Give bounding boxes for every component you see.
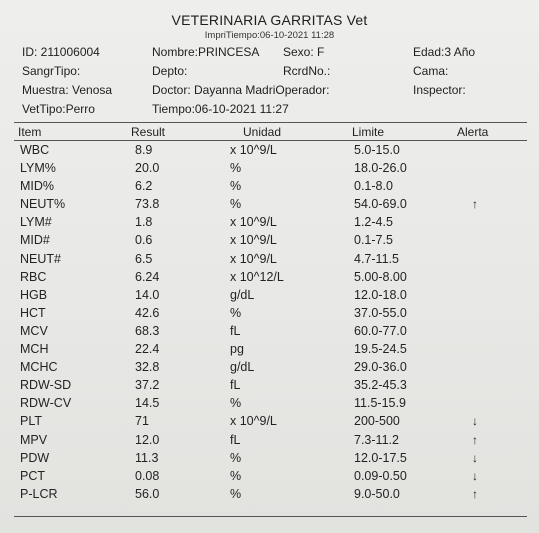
item-alert: ↑ — [472, 432, 478, 447]
table-row — [0, 323, 539, 341]
table-divider-bottom — [14, 516, 527, 517]
item-limit: 12.0-17.5 — [354, 450, 407, 465]
table-row — [0, 359, 539, 377]
item-unit: x 10^9/L — [230, 233, 277, 248]
table-row — [0, 432, 539, 450]
item-unit: % — [230, 450, 242, 465]
item-result: 6.2 — [135, 179, 153, 194]
table-row — [0, 413, 539, 431]
item-result: 14.5 — [135, 396, 160, 411]
bed: Cama: — [413, 64, 449, 78]
item-result: 68.3 — [135, 323, 160, 338]
item-limit: 7.3-11.2 — [354, 432, 399, 447]
item-limit: 12.0-18.0 — [354, 287, 407, 302]
item-alert: ↓ — [472, 468, 478, 483]
item-name: LYM% — [20, 161, 56, 176]
item-name: RDW-CV — [20, 396, 72, 411]
item-unit: % — [230, 179, 242, 194]
item-unit: x 10^12/L — [230, 269, 284, 284]
item-limit: 9.0-50.0 — [354, 486, 400, 501]
item-result: 73.8 — [135, 197, 160, 212]
patient-age: Edad:3 Año — [413, 45, 476, 59]
item-result: 8.9 — [135, 143, 153, 157]
item-limit: 29.0-36.0 — [354, 360, 407, 375]
item-name: PLT — [20, 414, 42, 429]
item-limit: 1.2-4.5 — [354, 215, 393, 230]
item-unit: g/dL — [230, 287, 255, 302]
item-result: 11.3 — [135, 450, 159, 465]
item-name: WBC — [20, 143, 50, 157]
item-result: 22.4 — [135, 342, 160, 357]
record-number: RcrdNo.: — [283, 64, 331, 78]
blood-type: SangrTipo: — [22, 64, 81, 78]
item-limit: 11.5-15.9 — [354, 396, 406, 411]
column-header-unit: Unidad — [243, 125, 282, 139]
item-limit: 37.0-55.0 — [354, 305, 407, 320]
item-name: HCT — [20, 305, 46, 320]
patient-name: Nombre:PRINCESA — [152, 45, 260, 59]
header-divider-bottom — [14, 140, 527, 141]
item-limit: 60.0-77.0 — [354, 323, 407, 338]
column-header-limit: Limite — [352, 125, 385, 139]
item-limit: 4.7-11.5 — [354, 251, 399, 266]
item-limit: 0.09-0.50 — [354, 468, 407, 483]
table-row — [0, 486, 539, 504]
table-row — [0, 196, 539, 214]
table-row — [0, 450, 539, 468]
table-row — [0, 269, 539, 287]
item-name: HGB — [20, 287, 48, 302]
print-time: ImpriTiempo:06-10-2021 11:28 — [204, 30, 335, 41]
vet-type: VetTipo:Perro — [22, 102, 95, 116]
item-name: RDW-SD — [20, 378, 72, 393]
item-unit: % — [230, 161, 242, 176]
patient-sex: Sexo: F — [283, 45, 325, 59]
item-name: MCV — [20, 323, 48, 338]
patient-id: ID: 211006004 — [22, 45, 100, 59]
item-name: MPV — [20, 432, 48, 447]
results-table — [0, 142, 539, 504]
sample-type: Muestra: Venosa — [22, 83, 113, 97]
item-result: 71 — [135, 414, 149, 429]
item-limit: 200-500 — [354, 414, 400, 429]
item-name: RBC — [20, 269, 47, 284]
item-limit: 54.0-69.0 — [354, 197, 407, 212]
item-limit: 0.1-8.0 — [354, 179, 393, 194]
table-row — [0, 232, 539, 250]
item-limit: 5.0-15.0 — [354, 143, 400, 157]
item-result: 14.0 — [135, 287, 160, 302]
item-unit: g/dL — [230, 360, 255, 375]
item-result: 0.6 — [135, 233, 153, 248]
doctor-operator: Doctor: Dayanna MadriOperador: — [152, 83, 330, 97]
item-alert: ↑ — [472, 486, 478, 501]
item-result: 56.0 — [135, 486, 160, 501]
item-name: PDW — [20, 450, 50, 465]
item-name: NEUT# — [20, 251, 61, 266]
table-row — [0, 142, 539, 160]
item-result: 1.8 — [135, 215, 153, 230]
table-row — [0, 341, 539, 359]
item-result: 0.08 — [135, 468, 160, 483]
column-header-item: Item — [18, 125, 42, 139]
header-divider-top — [14, 122, 527, 123]
table-row — [0, 214, 539, 232]
item-name: LYM# — [20, 215, 52, 230]
item-result: 6.5 — [135, 251, 153, 266]
table-row — [0, 395, 539, 413]
item-result: 12.0 — [135, 432, 160, 447]
report-title: VETERINARIA GARRITAS Vet — [171, 12, 368, 28]
item-alert: ↑ — [472, 197, 478, 212]
item-unit: fL — [230, 432, 241, 447]
sample-time: Tiempo:06-10-2021 11:27 — [152, 102, 289, 116]
item-unit: % — [230, 468, 242, 483]
table-row — [0, 287, 539, 305]
item-name: MID# — [20, 233, 50, 248]
item-result: 37.2 — [135, 378, 160, 393]
table-row — [0, 251, 539, 269]
table-row — [0, 305, 539, 323]
item-alert: ↓ — [472, 414, 478, 429]
item-name: MCHC — [20, 360, 58, 375]
column-header-alert: Alerta — [457, 125, 489, 139]
item-limit: 0.1-7.5 — [354, 233, 393, 248]
item-limit: 5.00-8.00 — [354, 269, 407, 284]
item-unit: x 10^9/L — [230, 215, 277, 230]
item-name: NEUT% — [20, 197, 66, 212]
item-unit: pg — [230, 342, 244, 357]
item-unit: x 10^9/L — [230, 414, 277, 429]
item-unit: x 10^9/L — [230, 143, 277, 157]
item-unit: % — [230, 396, 242, 411]
item-name: P-LCR — [20, 486, 58, 501]
table-row — [0, 178, 539, 196]
item-unit: fL — [230, 378, 241, 393]
table-row — [0, 468, 539, 486]
item-name: MCH — [20, 342, 49, 357]
item-result: 32.8 — [135, 360, 160, 375]
column-header-result: Result — [131, 125, 166, 139]
item-alert: ↓ — [472, 450, 478, 465]
item-unit: fL — [230, 323, 241, 338]
item-result: 20.0 — [135, 161, 160, 176]
item-unit: % — [230, 486, 242, 501]
item-name: MID% — [20, 179, 55, 194]
table-row — [0, 160, 539, 178]
inspector: Inspector: — [413, 83, 466, 97]
item-limit: 18.0-26.0 — [354, 161, 407, 176]
item-limit: 19.5-24.5 — [354, 342, 407, 357]
table-row — [0, 377, 539, 395]
item-unit: % — [230, 197, 242, 212]
item-name: PCT — [20, 468, 45, 483]
item-result: 6.24 — [135, 269, 160, 284]
item-result: 42.6 — [135, 305, 160, 320]
item-unit: x 10^9/L — [230, 251, 277, 266]
item-unit: % — [230, 305, 242, 320]
department: Depto: — [152, 64, 188, 78]
item-limit: 35.2-45.3 — [354, 378, 407, 393]
